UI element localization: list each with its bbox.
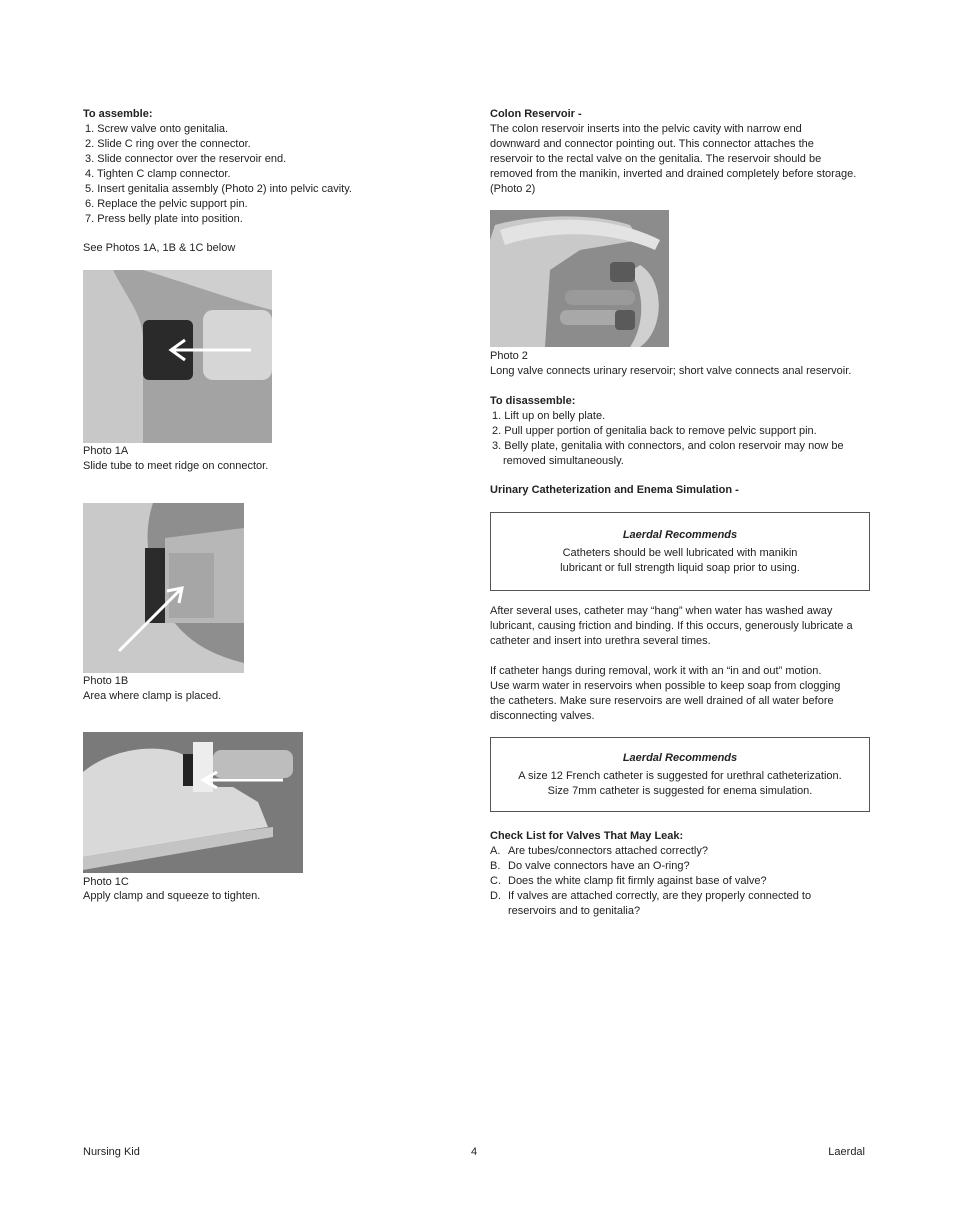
disassemble-heading: To disassemble: (490, 395, 576, 407)
box-line: Catheters should be well lubricated with manikin (562, 547, 798, 559)
box-title: Laerdal Recommends (622, 529, 738, 541)
photo-2-label: Photo 2 (490, 350, 528, 362)
list-item: 2. Pull upper portion of genitalia back to remove pelvic support pin. (492, 425, 817, 437)
text-line: After several uses, catheter may “hang” when water has washed away (490, 605, 833, 617)
text-line: If catheter hangs during removal, work it with an “in and out” motion. (490, 665, 822, 677)
disassemble-steps (492, 409, 844, 469)
item-letter: B. (490, 860, 501, 872)
text-line: the catheters. Make sure reservoirs are well drained of all water before (490, 695, 834, 707)
photo-2 (490, 210, 669, 347)
list-item: 3. Slide connector over the reservoir end. (85, 153, 287, 165)
item-letter: C. (490, 875, 501, 887)
item-letter: A. (490, 845, 501, 857)
box-title: Laerdal Recommends (622, 752, 738, 764)
box-line: lubricant or full strength liquid soap prior to using. (560, 562, 800, 574)
list-item: 3. Belly plate, genitalia with connectors, and colon reservoir may now be (492, 440, 844, 452)
list-item: removed simultaneously. (503, 455, 624, 467)
checklist-heading: Check List for Valves That May Leak: (490, 830, 684, 842)
photo-1a (83, 270, 272, 443)
list-item: 1. Lift up on belly plate. (492, 410, 606, 422)
photo-1a-caption: Slide tube to meet ridge on connector. (83, 460, 269, 472)
footer-left: Nursing Kid (83, 1146, 140, 1158)
assemble-heading: To assemble: (83, 108, 153, 120)
list-item: 4. Tighten C clamp connector. (85, 168, 231, 180)
photo-1b-caption: Area where clamp is placed. (83, 690, 222, 702)
photo-1b-label: Photo 1B (83, 675, 129, 687)
recommendation-box (490, 737, 870, 812)
footer-right: Laerdal (828, 1146, 865, 1158)
text-line: reservoir to the rectal valve on the genitalia. The reservoir should be (490, 153, 822, 165)
list-item: 5. Insert genitalia assembly (Photo 2) into pelvic cavity. (85, 183, 352, 195)
box-line: Size 7mm catheter is suggested for enema simulation. (547, 785, 813, 797)
list-item (490, 889, 811, 904)
list-item (490, 874, 811, 889)
box-line: A size 12 French catheter is suggested for urethral catheterization. (518, 770, 842, 782)
list-item: 6. Replace the pelvic support pin. (85, 198, 248, 210)
text-line: The colon reservoir inserts into the pelvic cavity with narrow end (490, 123, 802, 135)
page-number: 4 (471, 1146, 478, 1158)
list-item (490, 859, 811, 874)
text-line: catheter and insert into urethra several times. (490, 635, 711, 647)
list-item (490, 844, 811, 859)
colon-text (490, 122, 856, 197)
colon-heading: Colon Reservoir - (490, 108, 582, 120)
photo-1c (83, 732, 303, 873)
recommendation-box (490, 512, 870, 591)
assemble-steps (85, 122, 352, 227)
list-item: 2. Slide C ring over the connector. (85, 138, 251, 150)
photo-1c-label: Photo 1C (83, 876, 129, 888)
item-text: If valves are attached correctly, are they properly connected to (508, 890, 812, 902)
paragraph-hang (490, 604, 853, 649)
see-photos-note: See Photos 1A, 1B & 1C below (83, 242, 236, 254)
list-item: 7. Press belly plate into position. (85, 213, 243, 225)
checklist (490, 844, 811, 919)
text-line: removed from the manikin, inverted and drained completely before storage. (490, 168, 857, 180)
item-text: Does the white clamp fit firmly against base of valve? (508, 875, 767, 887)
photo-1c-caption: Apply clamp and squeeze to tighten. (83, 890, 261, 902)
item-text: Do valve connectors have an O-ring? (508, 860, 690, 872)
item-text: Are tubes/connectors attached correctly? (508, 845, 708, 857)
paragraph-removal (490, 664, 840, 724)
text-line: Use warm water in reservoirs when possible to keep soap from clogging (490, 680, 841, 692)
photo-2-caption: Long valve connects urinary reservoir; short valve connects anal reservoir. (490, 365, 852, 377)
text-line: downward and connector pointing out. This connector attaches the (490, 138, 814, 150)
text-line: (Photo 2) (490, 183, 536, 195)
urinary-heading: Urinary Catheterization and Enema Simulation - (490, 484, 739, 496)
photo-1a-label: Photo 1A (83, 445, 129, 457)
list-item: 1. Screw valve onto genitalia. (85, 123, 229, 135)
item-letter: D. (490, 890, 501, 902)
text-line: disconnecting valves. (490, 710, 595, 722)
list-item-continuation: reservoirs and to genitalia? (508, 905, 641, 917)
text-line: lubricant, causing friction and binding. If this occurs, generously lubricate a (490, 620, 853, 632)
photo-1b (83, 503, 244, 673)
